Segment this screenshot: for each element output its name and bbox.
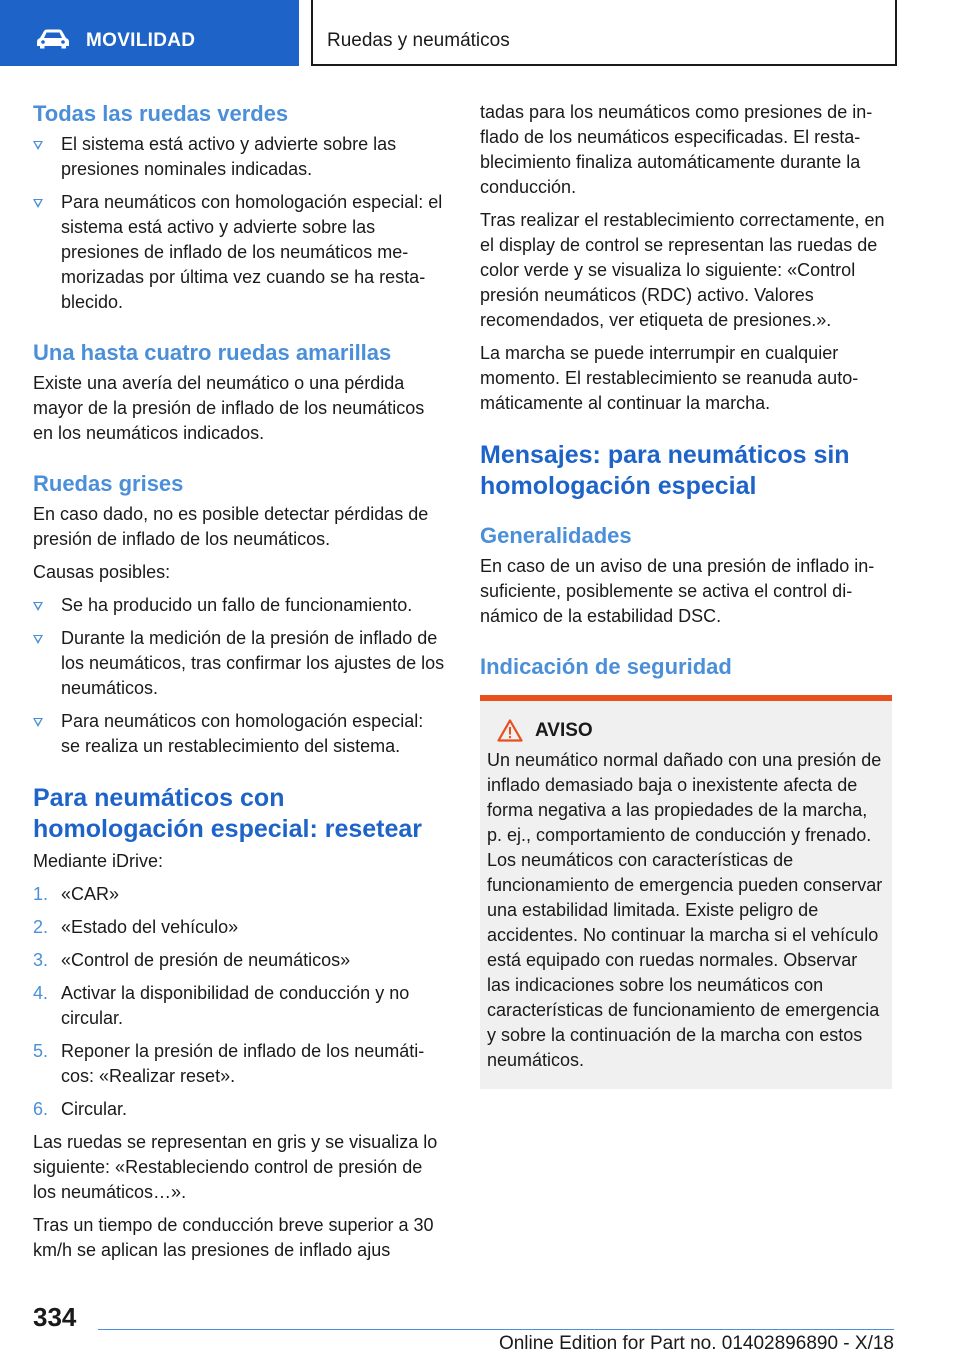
continued-text-3: La marcha se puede interrumpir en cualquier momento. El restablecimiento se reanuda automáticamente al continuar la marcha. (480, 343, 859, 413)
heading-reset: Para neumáticos con homologación especial: resetear (33, 784, 423, 843)
after-text-1: Las ruedas se representan en gris y se visualiza lo siguiente: «Restableciendo control de presión de los neumáticos…». (33, 1132, 438, 1202)
footer-divider (98, 1329, 894, 1330)
after-text-2: Tras un tiempo de conducción breve superior a 30 km/h se aplican las presiones de inflado ajus (33, 1215, 434, 1260)
triangle-bullet-icon (33, 199, 43, 208)
list-item: Durante la medición de la presión de inflado de los neumáticos, tras confirmar los ajustes de los neumáticos. (33, 626, 445, 701)
yellow-text: Existe una avería del neumático o una pérdida mayor de la presión de inflado de los neumáticos en los neumáticos indicados. (33, 373, 425, 443)
chapter-title: Ruedas y neumáticos (327, 30, 510, 51)
idrive-label: Mediante iDrive: (33, 851, 164, 871)
continued-text-1: tadas para los neumáticos como presiones de inflado de los neumáticos especificadas. El restablecimiento finaliza automáticamente durante la conducción. (480, 102, 873, 197)
right-column (480, 100, 892, 1089)
page-number: 334 (33, 1302, 77, 1332)
triangle-bullet-icon (33, 635, 43, 644)
causes-list (33, 593, 445, 759)
warning-title: AVISO (535, 719, 593, 741)
warning-text: Un neumático normal dañado con una presión de inflado demasiado baja o inexistente afecta de forma negativa a las propiedades de la marcha, p. ej., comportamiento de conducción y frenado. Los neumáticos con características de funcionamiento de emergencia pueden conservar una estabilidad limitada. Existe peligro de accidentes. No continuar la marcha si el vehículo está equipado con ruedas normales. Observar las indicaciones sobre los neumáticos con características de funcionamiento de emergencia y sobre la continuación de la marcha con estos neumáticos. (487, 750, 883, 1070)
list-item: Se ha producido un fallo de funcionamiento. (33, 593, 445, 618)
heading-green-wheels: Todas las ruedas verdes (33, 101, 289, 126)
step-item: 5. Reponer la presión de inflado de los neumáticos: «Realizar reset». (33, 1041, 425, 1086)
section-tab (0, 0, 299, 66)
grey-text: En caso dado, no es posible detectar pérdidas de presión de inflado de los neumáticos. (33, 504, 429, 549)
warning-header (487, 719, 884, 742)
car-icon (36, 29, 70, 49)
section-title: MOVILIDAD (86, 30, 196, 51)
causes-label: Causas posibles: (33, 562, 171, 582)
heading-messages: Mensajes: para neumáticos sin homologación especial (480, 441, 850, 500)
page-header (0, 0, 960, 66)
list-item: Para neumáticos con homologación especial: se realiza un restablecimiento del sistema. (33, 709, 445, 759)
heading-general: Generalidades (480, 523, 632, 548)
general-text: En caso de un aviso de una presión de inflado insuficiente, posiblemente se activa el control dinámico de la estabilidad DSC. (480, 556, 875, 626)
step-item: 2. «Estado del vehículo» (33, 917, 239, 937)
triangle-bullet-icon (33, 602, 43, 611)
left-column (33, 100, 445, 1271)
triangle-bullet-icon (33, 141, 43, 150)
step-item: 6. Circular. (33, 1099, 128, 1119)
step-item: 4. Activar la disponibilidad de conducción y no circular. (33, 983, 410, 1028)
list-item: Para neumáticos con homologación especial: el sistema está activo y advierte sobre las presiones de inflado de los neumáticos memorizadas por última vez cuando se ha restablecido. (33, 190, 445, 315)
heading-safety: Indicación de seguridad (480, 654, 732, 679)
continued-text-2: Tras realizar el restablecimiento correctamente, en el display de control se representan las ruedas de color verde y se visualiza lo siguiente: «Control presión neumáticos (RDC) activo. Valores recomendados, ver etiqueta de presiones.». (480, 210, 885, 330)
warning-box (480, 695, 892, 1089)
triangle-bullet-icon (33, 718, 43, 727)
list-item: El sistema está activo y advierte sobre las presiones nominales indicadas. (33, 132, 445, 182)
heading-yellow-wheels: Una hasta cuatro ruedas amarillas (33, 340, 392, 365)
step-item: 1. «CAR» (33, 884, 120, 904)
warning-triangle-icon (497, 719, 523, 742)
chapter-box (311, 0, 897, 66)
green-list (33, 132, 445, 315)
reset-steps (33, 882, 445, 1122)
heading-grey-wheels: Ruedas grises (33, 471, 184, 496)
footer-edition: Online Edition for Part no. 01402896890 - X/18 (498, 1333, 894, 1354)
step-item: 3. «Control de presión de neumáticos» (33, 950, 351, 970)
